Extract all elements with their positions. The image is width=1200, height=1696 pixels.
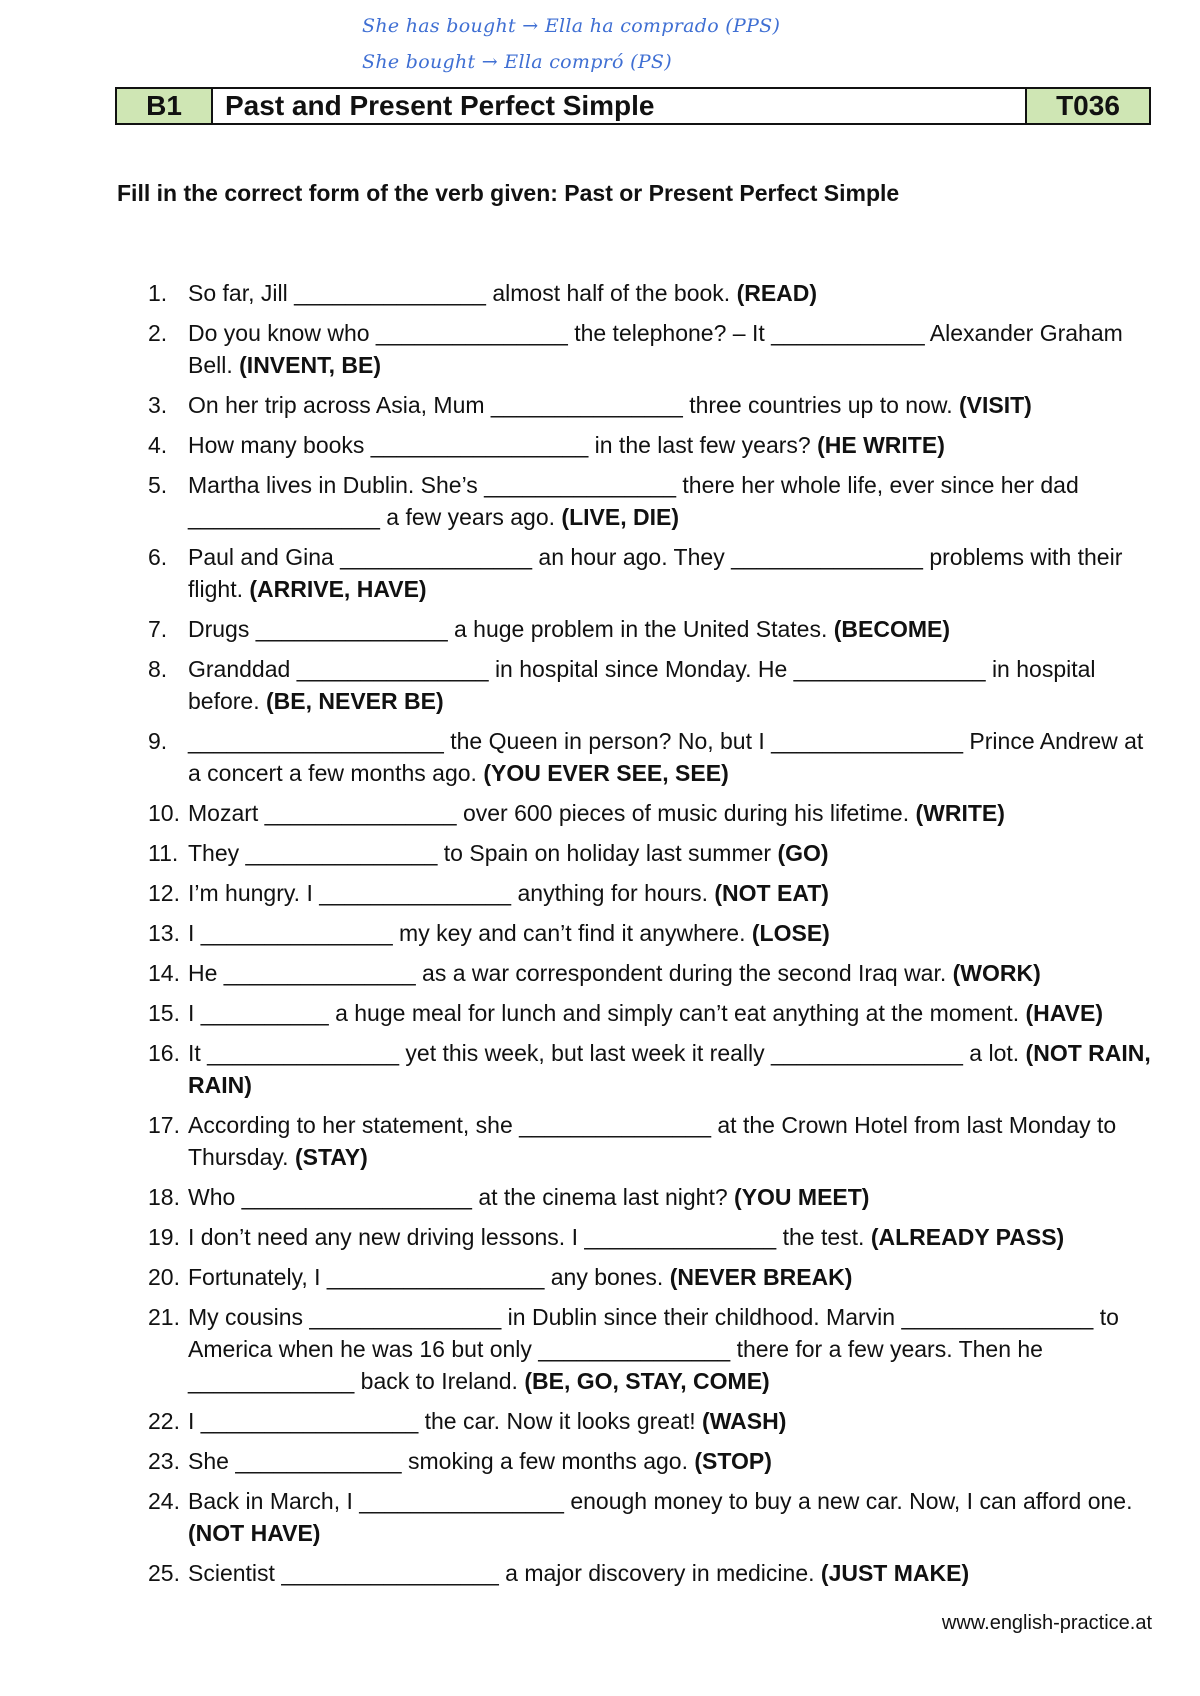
exercise-item xyxy=(148,469,1158,533)
verb-keyword: (LIVE, DIE) xyxy=(561,504,679,530)
exercise-item xyxy=(148,917,1158,949)
exercise-sentence: According to her statement, she _______________ at the Crown Hotel from last Monday to Thursday. xyxy=(188,1112,1117,1170)
exercise-text-block xyxy=(188,957,1158,989)
exercise-number: 19. xyxy=(148,1224,180,1250)
exercise-number: 16. xyxy=(148,1040,180,1066)
exercise-text-block xyxy=(188,1221,1158,1253)
verb-keyword: (GO) xyxy=(777,840,829,866)
exercise-text-block xyxy=(188,1485,1158,1549)
exercise-text-block xyxy=(188,613,1158,645)
exercise-item xyxy=(148,877,1158,909)
exercise-number: 17. xyxy=(148,1112,180,1138)
exercise-sentence: Do you know who _______________ the telephone? – It ____________ Alexander Graham Bell. xyxy=(188,320,1123,378)
exercise-sentence: Paul and Gina _______________ an hour ago. They _______________ problems with their flight. xyxy=(188,544,1123,602)
exercise-sentence: They _______________ to Spain on holiday last summer xyxy=(188,840,772,866)
exercise-text-block xyxy=(188,997,1158,1029)
exercise-sentence: I __________ a huge meal for lunch and simply can’t eat anything at the moment. xyxy=(188,1000,1020,1026)
exercise-item xyxy=(148,1037,1158,1101)
exercise-item xyxy=(148,317,1158,381)
verb-keyword: (ALREADY PASS) xyxy=(870,1224,1065,1250)
verb-keyword: (BECOME) xyxy=(833,616,951,642)
verb-keyword: (HAVE) xyxy=(1025,1000,1103,1026)
exercise-number: 9. xyxy=(148,728,168,754)
exercise-sentence: How many books _________________ in the last few years? xyxy=(188,432,811,458)
level-badge: B1 xyxy=(117,89,213,123)
exercise-text-block xyxy=(188,837,1158,869)
exercise-text-block xyxy=(188,469,1158,533)
exercise-sentence: So far, Jill _______________ almost half of the book. xyxy=(188,280,731,306)
verb-keyword: (WRITE) xyxy=(915,800,1005,826)
exercise-text-block xyxy=(188,653,1158,717)
exercise-text-block xyxy=(188,1109,1158,1173)
exercise-text-block xyxy=(188,429,1158,461)
handwritten-note-line: She bought → Ella compró (PS) xyxy=(362,51,672,73)
exercise-text-block xyxy=(188,541,1158,605)
exercise-sentence: I _________________ the car. Now it looks great! xyxy=(188,1408,696,1434)
exercise-number: 12. xyxy=(148,880,180,906)
exercise-item xyxy=(148,277,1158,309)
exercise-number: 22. xyxy=(148,1408,180,1434)
exercise-item xyxy=(148,429,1158,461)
verb-keyword: (NOT HAVE) xyxy=(188,1520,321,1546)
verb-keyword: (BE, GO, STAY, COME) xyxy=(524,1368,770,1394)
exercise-item xyxy=(148,1557,1158,1589)
exercise-sentence: On her trip across Asia, Mum _______________ three countries up to now. xyxy=(188,392,953,418)
exercise-item xyxy=(148,1301,1158,1397)
exercise-item xyxy=(148,1445,1158,1477)
verb-keyword: (VISIT) xyxy=(958,392,1032,418)
verb-keyword: (READ) xyxy=(736,280,818,306)
exercise-number: 13. xyxy=(148,920,180,946)
verb-keyword: (JUST MAKE) xyxy=(820,1560,970,1586)
exercise-list xyxy=(148,277,1158,1597)
exercise-text-block xyxy=(188,1037,1158,1101)
exercise-number: 18. xyxy=(148,1184,180,1210)
exercise-item xyxy=(148,541,1158,605)
exercise-number: 5. xyxy=(148,472,168,498)
exercise-sentence: Scientist _________________ a major discovery in medicine. xyxy=(188,1560,815,1586)
worksheet-title: Past and Present Perfect Simple xyxy=(225,90,655,121)
exercise-sentence: I don’t need any new driving lessons. I _______________ the test. xyxy=(188,1224,865,1250)
footer-url: www.english-practice.at xyxy=(941,1612,1152,1634)
exercise-number: 4. xyxy=(148,432,168,458)
instruction-text: Fill in the correct form of the verb given: Past or Present Perfect Simple xyxy=(117,180,900,206)
exercise-sentence: Granddad _______________ in hospital since Monday. He _______________ in hospital before. xyxy=(188,656,1096,714)
exercise-item xyxy=(148,837,1158,869)
exercise-text-block xyxy=(188,877,1158,909)
verb-keyword: (NOT RAIN, RAIN) xyxy=(188,1040,1151,1098)
exercise-item xyxy=(148,613,1158,645)
handwritten-notes xyxy=(362,8,922,80)
exercise-number: 2. xyxy=(148,320,168,346)
exercise-text-block xyxy=(188,1557,1158,1589)
exercise-number: 3. xyxy=(148,392,168,418)
exercise-number: 10. xyxy=(148,800,180,826)
exercise-item xyxy=(148,1261,1158,1293)
exercise-sentence: Mozart _______________ over 600 pieces of music during his lifetime. xyxy=(188,800,910,826)
exercise-item xyxy=(148,1485,1158,1549)
exercise-text-block xyxy=(188,1301,1158,1397)
exercise-number: 11. xyxy=(148,840,179,866)
exercise-item xyxy=(148,1181,1158,1213)
exercise-text-block xyxy=(188,917,1158,949)
exercise-sentence: I _______________ my key and can’t find it anywhere. xyxy=(188,920,746,946)
verb-keyword: (YOU MEET) xyxy=(734,1184,870,1210)
handwritten-note-line: She has bought → Ella ha comprado (PPS) xyxy=(362,15,781,37)
exercise-item xyxy=(148,389,1158,421)
exercise-number: 6. xyxy=(148,544,168,570)
exercise-number: 14. xyxy=(148,960,180,986)
exercise-text-block xyxy=(188,389,1158,421)
verb-keyword: (YOU EVER SEE, SEE) xyxy=(483,760,729,786)
exercise-text-block xyxy=(188,797,1158,829)
verb-keyword: (HE WRITE) xyxy=(817,432,945,458)
exercise-number: 8. xyxy=(148,656,168,682)
exercise-sentence: I’m hungry. I _______________ anything for hours. xyxy=(188,880,708,906)
exercise-number: 21. xyxy=(148,1304,180,1330)
exercise-text-block xyxy=(188,725,1158,789)
worksheet-header xyxy=(115,87,1151,125)
exercise-text-block xyxy=(188,1445,1158,1477)
exercise-sentence: He _______________ as a war correspondent during the second Iraq war. xyxy=(188,960,947,986)
exercise-item xyxy=(148,997,1158,1029)
exercise-sentence: Fortunately, I _________________ any bones. xyxy=(188,1264,664,1290)
verb-keyword: (LOSE) xyxy=(751,920,830,946)
verb-keyword: (WORK) xyxy=(952,960,1041,986)
verb-keyword: (NOT EAT) xyxy=(714,880,829,906)
exercise-item xyxy=(148,1221,1158,1253)
verb-keyword: (ARRIVE, HAVE) xyxy=(249,576,427,602)
exercise-text-block xyxy=(188,277,1158,309)
worksheet-code: T036 xyxy=(1025,89,1149,123)
exercise-sentence: Martha lives in Dublin. She’s _______________ there her whole life, ever since her dad _______________ a few years ago. xyxy=(188,472,1079,530)
exercise-sentence: She _____________ smoking a few months ago. xyxy=(188,1448,688,1474)
exercise-number: 20. xyxy=(148,1264,180,1290)
verb-keyword: (STAY) xyxy=(294,1144,368,1170)
exercise-item xyxy=(148,1405,1158,1437)
exercise-number: 7. xyxy=(148,616,168,642)
exercise-sentence: ____________________ the Queen in person? No, but I _______________ Prince Andrew at a concert a few months ago. xyxy=(188,728,1144,786)
exercise-number: 23. xyxy=(148,1448,180,1474)
exercise-number: 24. xyxy=(148,1488,180,1514)
exercise-item xyxy=(148,1109,1158,1173)
exercise-item xyxy=(148,957,1158,989)
verb-keyword: (WASH) xyxy=(702,1408,787,1434)
exercise-text-block xyxy=(188,1261,1158,1293)
exercise-number: 15. xyxy=(148,1000,180,1026)
exercise-number: 25. xyxy=(148,1560,180,1586)
verb-keyword: (STOP) xyxy=(694,1448,772,1474)
verb-keyword: (BE, NEVER BE) xyxy=(266,688,444,714)
exercise-item xyxy=(148,653,1158,717)
exercise-sentence: My cousins _______________ in Dublin since their childhood. Marvin _______________ to America when he was 16 but only _______________ there for a few years. Then he _____________ back to Ireland. xyxy=(188,1304,1119,1394)
exercise-text-block xyxy=(188,1181,1158,1213)
exercise-sentence: It _______________ yet this week, but last week it really _______________ a lot. xyxy=(188,1040,1020,1066)
exercise-item xyxy=(148,797,1158,829)
exercise-text-block xyxy=(188,317,1158,381)
exercise-sentence: Back in March, I ________________ enough money to buy a new car. Now, I can afford one. xyxy=(188,1488,1133,1514)
exercise-sentence: Drugs _______________ a huge problem in the United States. xyxy=(188,616,828,642)
exercise-text-block xyxy=(188,1405,1158,1437)
exercise-number: 1. xyxy=(148,280,168,306)
exercise-sentence: Who __________________ at the cinema last night? xyxy=(188,1184,728,1210)
verb-keyword: (INVENT, BE) xyxy=(239,352,381,378)
verb-keyword: (NEVER BREAK) xyxy=(669,1264,853,1290)
exercise-item xyxy=(148,725,1158,789)
